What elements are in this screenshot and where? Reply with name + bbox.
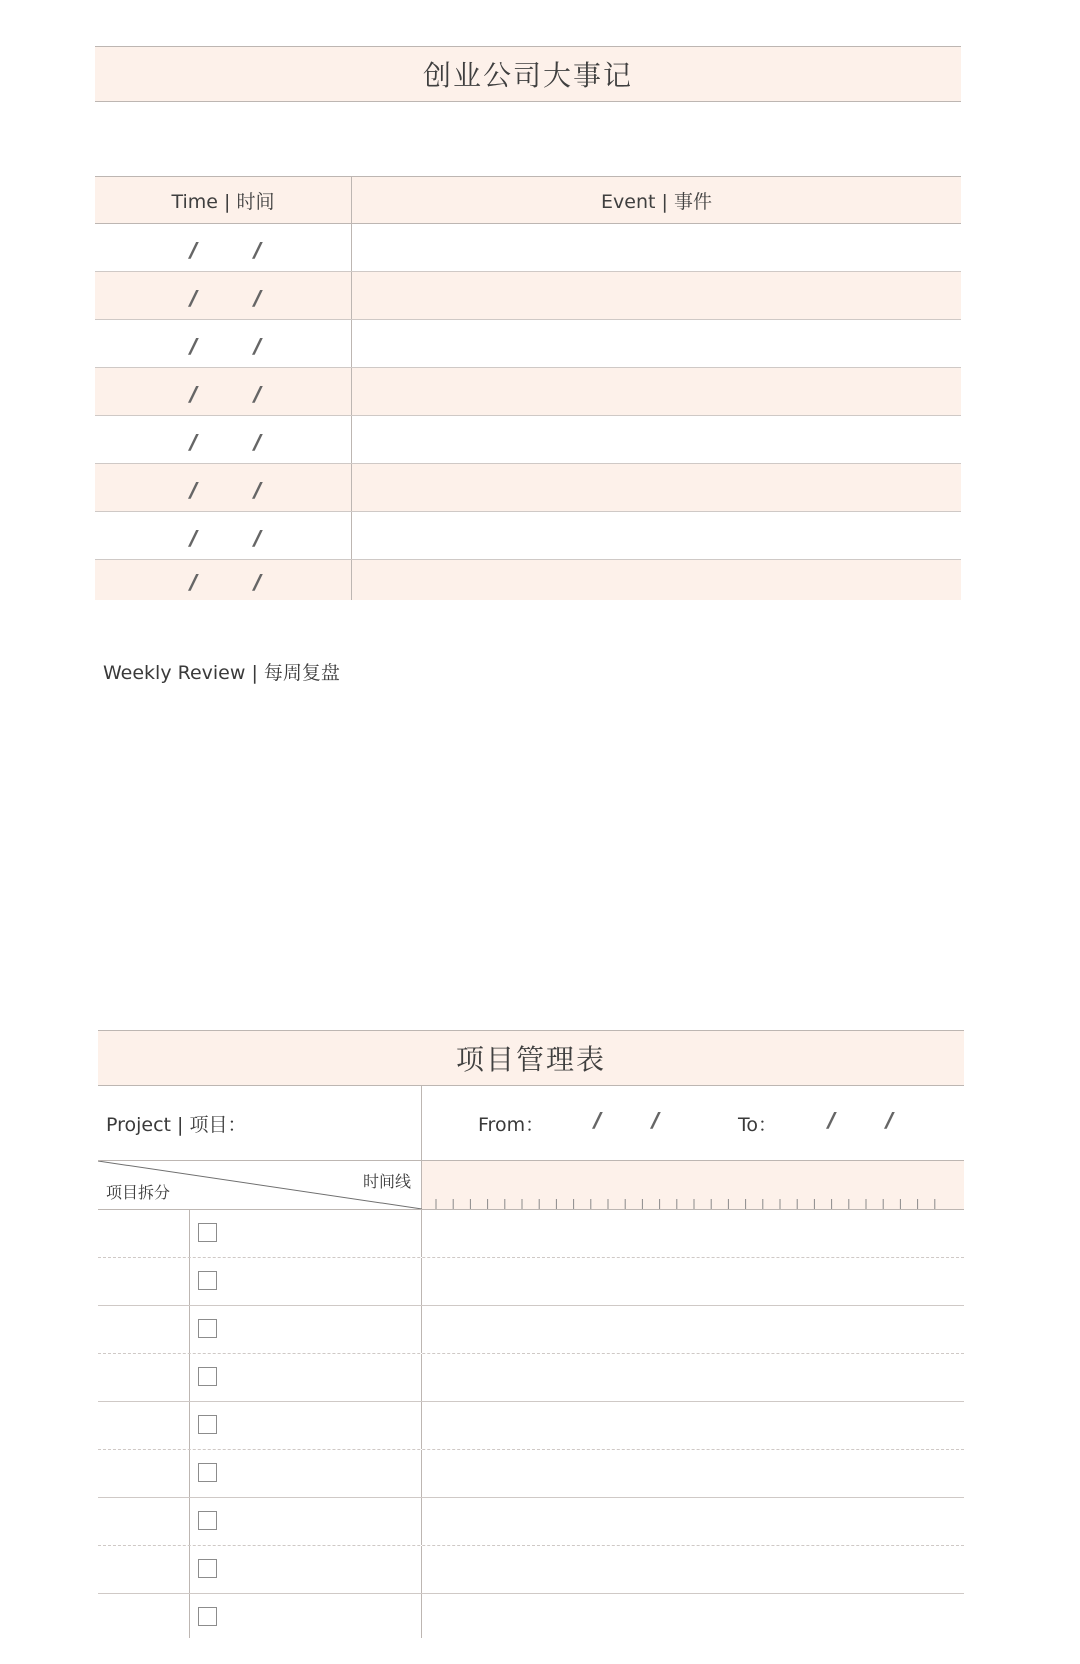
date-field[interactable] <box>168 476 278 500</box>
task-checkbox[interactable] <box>198 1415 217 1434</box>
task-timeline-cell[interactable] <box>422 1354 964 1401</box>
task-cell[interactable] <box>190 1498 422 1545</box>
to-date-slash-1: / <box>825 1108 837 1132</box>
from-date-slash-2: / <box>649 1108 661 1132</box>
task-group-cell[interactable] <box>98 1546 190 1593</box>
task-row <box>98 1354 964 1402</box>
task-checkbox[interactable] <box>198 1559 217 1578</box>
breakdown-label: 项目拆分 <box>106 1183 171 1202</box>
task-row <box>98 1498 964 1546</box>
task-timeline-cell[interactable] <box>422 1210 964 1257</box>
date-slash: / <box>251 477 263 502</box>
milestone-row <box>95 320 961 368</box>
diagonal-header-cell <box>98 1161 422 1209</box>
project-info-row <box>98 1086 964 1161</box>
task-row <box>98 1594 964 1638</box>
task-checkbox[interactable] <box>198 1367 217 1386</box>
milestone-row <box>95 224 961 272</box>
time-column-header: Time | 时间 <box>171 190 275 213</box>
task-row <box>98 1450 964 1498</box>
task-timeline-cell[interactable] <box>422 1258 964 1305</box>
task-checkbox[interactable] <box>198 1319 217 1338</box>
task-group-cell[interactable] <box>98 1402 190 1449</box>
milestone-row <box>95 512 961 560</box>
timeline-ticks <box>422 1197 964 1209</box>
task-group-cell[interactable] <box>98 1450 190 1497</box>
to-label: To： <box>738 1114 778 1136</box>
from-date-slash-1: / <box>591 1108 603 1132</box>
project-title: 项目管理表 <box>455 1043 606 1076</box>
event-cell[interactable] <box>352 560 961 600</box>
task-checkbox[interactable] <box>198 1607 217 1626</box>
project-table <box>98 1030 964 1638</box>
task-checkbox[interactable] <box>198 1271 217 1290</box>
date-field[interactable] <box>168 428 278 452</box>
event-cell[interactable] <box>352 368 961 415</box>
project-name-label: Project | 项目： <box>106 1113 247 1136</box>
date-slash: / <box>251 525 263 550</box>
task-checkbox[interactable] <box>198 1223 217 1242</box>
milestone-row <box>95 560 961 600</box>
date-slash: / <box>251 285 263 310</box>
task-cell[interactable] <box>190 1306 422 1353</box>
project-date-range <box>422 1086 964 1160</box>
task-timeline-cell[interactable] <box>422 1450 964 1497</box>
from-label: From： <box>478 1114 545 1136</box>
task-timeline-cell[interactable] <box>422 1306 964 1353</box>
milestone-row <box>95 368 961 416</box>
milestones-table <box>95 176 961 600</box>
milestones-title: 创业公司大事记 <box>422 59 633 92</box>
task-row <box>98 1210 964 1258</box>
event-column-header: Event | 事件 <box>601 190 712 213</box>
date-slash: / <box>187 570 199 594</box>
milestone-row <box>95 416 961 464</box>
date-field[interactable] <box>168 236 278 260</box>
task-timeline-cell[interactable] <box>422 1498 964 1545</box>
date-slash: / <box>251 429 263 454</box>
date-slash: / <box>187 381 199 406</box>
task-cell[interactable] <box>190 1258 422 1305</box>
date-slash: / <box>187 237 199 262</box>
to-date-slash-2: / <box>883 1108 895 1132</box>
timeline-label: 时间线 <box>362 1172 411 1191</box>
event-cell[interactable] <box>352 416 961 463</box>
date-field[interactable] <box>168 524 278 548</box>
task-cell[interactable] <box>190 1546 422 1593</box>
task-group-cell[interactable] <box>98 1210 190 1257</box>
task-row <box>98 1306 964 1354</box>
timeline-ruler <box>422 1161 964 1209</box>
event-cell[interactable] <box>352 272 961 319</box>
task-row <box>98 1546 964 1594</box>
timeline-header-row <box>98 1161 964 1210</box>
date-field[interactable] <box>168 568 278 592</box>
date-field[interactable] <box>168 332 278 356</box>
task-cell[interactable] <box>190 1210 422 1257</box>
milestone-row <box>95 272 961 320</box>
event-cell[interactable] <box>352 224 961 271</box>
milestones-header-row <box>95 176 961 224</box>
task-group-cell[interactable] <box>98 1258 190 1305</box>
date-field[interactable] <box>168 380 278 404</box>
project-title-band <box>98 1030 964 1086</box>
task-group-cell[interactable] <box>98 1498 190 1545</box>
task-checkbox[interactable] <box>198 1511 217 1530</box>
date-slash: / <box>251 333 263 358</box>
task-group-cell[interactable] <box>98 1594 190 1638</box>
date-slash: / <box>187 333 199 358</box>
milestone-row <box>95 464 961 512</box>
date-slash: / <box>187 285 199 310</box>
event-cell[interactable] <box>352 512 961 559</box>
task-timeline-cell[interactable] <box>422 1402 964 1449</box>
task-timeline-cell[interactable] <box>422 1594 964 1638</box>
task-row <box>98 1258 964 1306</box>
task-row <box>98 1402 964 1450</box>
date-slash: / <box>187 477 199 502</box>
task-group-cell[interactable] <box>98 1306 190 1353</box>
task-checkbox[interactable] <box>198 1463 217 1482</box>
task-cell[interactable] <box>190 1402 422 1449</box>
task-cell[interactable] <box>190 1354 422 1401</box>
date-slash: / <box>187 525 199 550</box>
date-slash: / <box>187 429 199 454</box>
date-slash: / <box>251 237 263 262</box>
task-grid <box>98 1210 964 1638</box>
task-group-cell[interactable] <box>98 1354 190 1401</box>
task-timeline-cell[interactable] <box>422 1546 964 1593</box>
task-cell[interactable] <box>190 1450 422 1497</box>
event-cell[interactable] <box>352 320 961 367</box>
date-slash: / <box>251 381 263 406</box>
milestones-title-band <box>95 46 961 102</box>
weekly-review-label: Weekly Review | 每周复盘 <box>103 662 340 684</box>
date-field[interactable] <box>168 284 278 308</box>
date-slash: / <box>251 570 263 594</box>
event-cell[interactable] <box>352 464 961 511</box>
task-cell[interactable] <box>190 1594 422 1638</box>
